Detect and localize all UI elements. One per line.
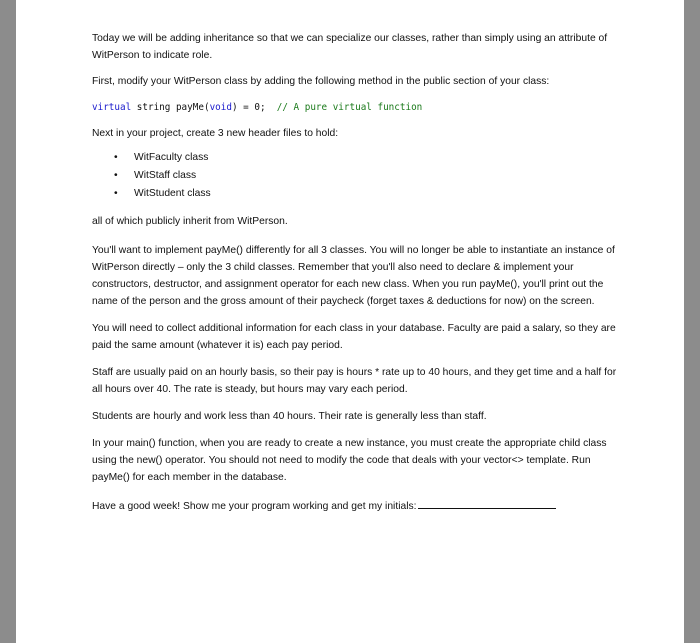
bullet-icon: • xyxy=(114,188,118,199)
inherit-note: all of which publicly inherit from WitPerson. xyxy=(92,216,288,227)
list-item-label: WitStaff class xyxy=(134,170,197,181)
code-text-string: string payMe( xyxy=(131,102,210,113)
students-paragraph: Students are hourly and work less than 40 hours. Their rate is generally less than staff. xyxy=(92,411,487,422)
document-page xyxy=(16,0,684,643)
header-instruction: Next in your project, create 3 new header files to hold: xyxy=(92,128,339,139)
bullet-icon: • xyxy=(114,170,118,181)
faculty-paragraph: You will need to collect additional information for each class in your database. Faculty are paid a salary, so they are paid the same amount (whatever it is) each pay period. xyxy=(92,323,616,351)
main-paragraph: In your main() function, when you are ready to create a new instance, you must create the appropriate child class using the new() operator. You should not need to modify the code that deals with your vector<> template. Run payMe() for each member in the database. xyxy=(92,438,607,483)
list-item-label: WitFaculty class xyxy=(134,152,209,163)
code-keyword-void: void xyxy=(209,102,232,113)
closing-line xyxy=(92,496,622,515)
list-item-label: WitStudent class xyxy=(134,188,211,199)
code-comment: // A pure virtual function xyxy=(276,102,423,113)
code-snippet xyxy=(92,99,622,116)
code-keyword-virtual: virtual xyxy=(92,102,132,113)
staff-paragraph: Staff are usually paid on an hourly basis, so their pay is hours * rate up to 40 hours, and they get time and a half for all hours over 40. The rate is steady, but hours may vary each period. xyxy=(92,367,617,395)
list-item xyxy=(114,149,622,167)
closing-text: Have a good week! Show me your program working and get my initials: xyxy=(92,501,417,512)
class-list xyxy=(92,149,622,203)
payme-paragraph: You'll want to implement payMe() differently for all 3 classes. You will no longer be able to instantiate an instance of WitPerson directly – only the 3 child classes. Remember that you'll also need to declare & implement your constructors, destructor, and assignment operator for each new class. When you run payMe(), you'll print out the name of the person and the gross amount of their paycheck (forget taxes & deductions for now) on the screen. xyxy=(92,245,615,307)
document-body xyxy=(92,30,622,524)
modify-instruction: First, modify your WitPerson class by adding the following method in the public section of your class: xyxy=(92,76,550,87)
bullet-icon: • xyxy=(114,152,118,163)
list-item xyxy=(114,185,622,203)
initials-blank xyxy=(418,496,556,509)
list-item xyxy=(114,167,622,185)
intro-paragraph: Today we will be adding inheritance so that we can specialize our classes, rather than simply using an attribute of WitPerson to indicate role. xyxy=(92,33,608,61)
code-text-rest: ) = 0; xyxy=(231,102,277,113)
